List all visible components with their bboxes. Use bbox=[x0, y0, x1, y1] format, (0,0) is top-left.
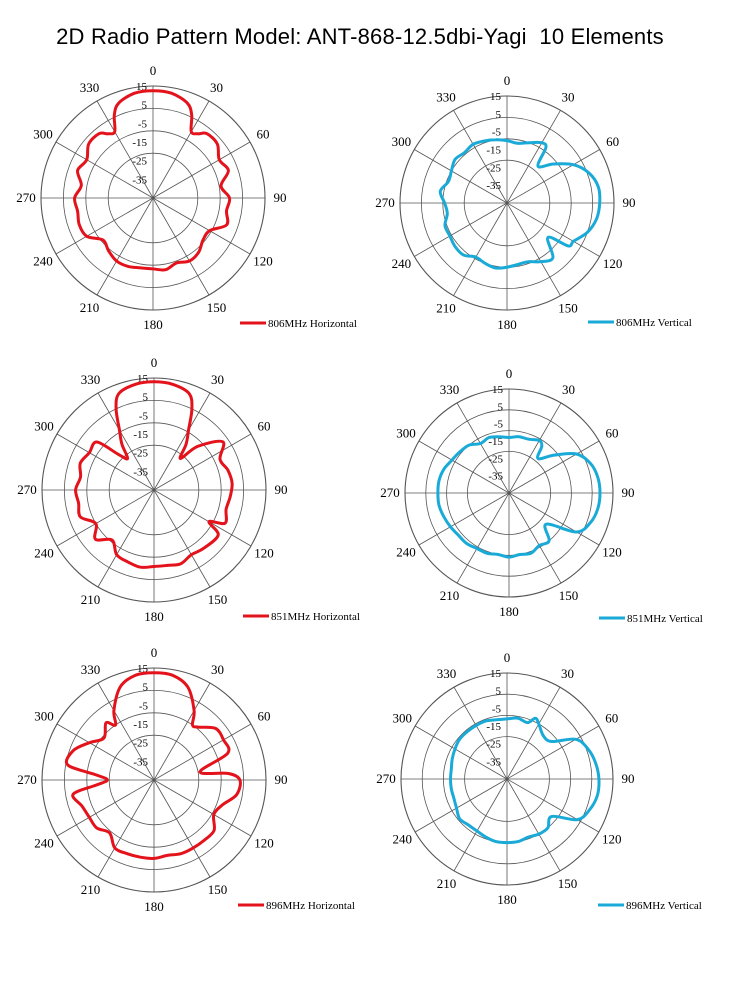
angle-tick-label: 60 bbox=[605, 710, 619, 726]
angle-tick-label: 0 bbox=[150, 355, 158, 370]
radial-tick-label: -35 bbox=[133, 466, 148, 479]
grid-spoke bbox=[153, 101, 209, 198]
grid-spoke bbox=[507, 203, 600, 257]
angle-tick-label: 90 bbox=[622, 195, 636, 210]
grid-spoke bbox=[509, 441, 599, 493]
radial-tick-label: 5 bbox=[497, 401, 503, 414]
radial-tick-label: -35 bbox=[132, 174, 147, 187]
radial-tick-label: -5 bbox=[138, 410, 148, 423]
pattern-series-line bbox=[66, 673, 240, 859]
angle-tick-label: 90 bbox=[274, 482, 288, 497]
radial-tick-label: 5 bbox=[495, 685, 501, 698]
angle-tick-label: 0 bbox=[503, 650, 511, 665]
grid-spoke bbox=[154, 683, 210, 780]
legend-label: 851MHz Horizontal bbox=[271, 611, 360, 623]
grid-spoke bbox=[57, 490, 154, 546]
angle-tick-label: 60 bbox=[606, 134, 620, 149]
grid-spoke bbox=[507, 726, 599, 779]
radial-tick-label: -15 bbox=[132, 137, 147, 149]
grid-spoke bbox=[507, 779, 560, 871]
radial-tick-label: -5 bbox=[138, 700, 148, 713]
angle-tick-label: 240 bbox=[34, 835, 54, 851]
grid-spoke bbox=[415, 726, 507, 779]
grid-spoke bbox=[57, 780, 154, 836]
angle-tick-label: 30 bbox=[561, 89, 575, 105]
angle-tick-label: 270 bbox=[380, 485, 400, 500]
angle-tick-label: 60 bbox=[605, 425, 619, 441]
grid-spoke bbox=[154, 780, 251, 836]
angle-tick-label: 120 bbox=[602, 256, 623, 271]
angle-tick-label: 30 bbox=[562, 381, 575, 397]
polar-chart-5 bbox=[17, 645, 355, 914]
grid-spoke bbox=[507, 110, 561, 203]
grid-spoke bbox=[154, 780, 210, 877]
angle-tick-label: 210 bbox=[436, 875, 457, 891]
radial-tick-label: 5 bbox=[142, 391, 148, 404]
grid-spoke bbox=[154, 434, 251, 490]
angle-tick-label: 180 bbox=[499, 604, 519, 619]
angle-tick-label: 30 bbox=[561, 666, 574, 682]
radial-tick-label: -35 bbox=[486, 180, 501, 193]
angle-tick-label: 120 bbox=[253, 253, 273, 269]
angle-tick-label: 300 bbox=[391, 134, 412, 149]
angle-tick-label: 0 bbox=[149, 63, 157, 78]
angle-tick-label: 30 bbox=[210, 80, 223, 96]
legend-label: 806MHz Horizontal bbox=[268, 318, 357, 330]
angle-tick-label: 240 bbox=[34, 545, 54, 561]
angle-tick-label: 330 bbox=[80, 662, 101, 678]
angle-tick-label: 120 bbox=[254, 835, 274, 851]
angle-tick-label: 330 bbox=[80, 372, 101, 388]
grid-spoke bbox=[154, 393, 210, 490]
angle-tick-label: 330 bbox=[436, 666, 457, 682]
polar-chart-2 bbox=[375, 73, 692, 332]
radial-tick-label: -25 bbox=[132, 155, 147, 168]
radial-tick-label: -25 bbox=[488, 453, 503, 466]
grid-spoke bbox=[153, 142, 250, 198]
grid-spoke bbox=[414, 150, 507, 204]
radial-tick-label: 5 bbox=[142, 681, 148, 694]
legend-label: 896MHz Horizontal bbox=[266, 900, 355, 912]
radial-tick-label: 15 bbox=[137, 663, 148, 675]
legend-label: 896MHz Vertical bbox=[626, 900, 702, 912]
radial-tick-label: -15 bbox=[133, 429, 148, 441]
angle-tick-label: 150 bbox=[558, 588, 579, 604]
angle-tick-label: 90 bbox=[273, 190, 287, 205]
angle-tick-label: 300 bbox=[34, 708, 54, 724]
radial-tick-label: 5 bbox=[495, 108, 501, 121]
angle-tick-label: 90 bbox=[621, 485, 635, 500]
angle-tick-label: 330 bbox=[439, 381, 460, 397]
angle-tick-label: 300 bbox=[33, 126, 53, 142]
angle-tick-label: 150 bbox=[207, 591, 228, 607]
polar-chart-6 bbox=[376, 650, 702, 912]
grid-spoke bbox=[419, 493, 509, 545]
angle-tick-label: 300 bbox=[396, 425, 416, 441]
angle-tick-label: 60 bbox=[257, 708, 271, 724]
angle-tick-label: 210 bbox=[436, 300, 456, 316]
grid-spoke bbox=[154, 490, 251, 546]
radial-tick-label: -5 bbox=[491, 703, 501, 716]
angle-tick-label: 60 bbox=[257, 418, 271, 434]
angle-tick-label: 90 bbox=[274, 772, 288, 787]
angle-tick-label: 120 bbox=[602, 544, 622, 560]
radial-tick-label: 15 bbox=[136, 81, 147, 93]
angle-tick-label: 240 bbox=[391, 256, 412, 271]
grid-spoke bbox=[56, 198, 153, 254]
grid-spoke bbox=[454, 779, 507, 871]
grid-spoke bbox=[509, 493, 561, 583]
angle-tick-label: 150 bbox=[557, 875, 578, 891]
angle-tick-label: 180 bbox=[143, 317, 163, 332]
angle-tick-label: 210 bbox=[439, 588, 460, 604]
polar-chart-1 bbox=[16, 63, 357, 332]
angle-tick-label: 180 bbox=[497, 892, 517, 907]
angle-tick-label: 120 bbox=[254, 545, 274, 561]
grid-spoke bbox=[154, 490, 210, 587]
angle-tick-label: 270 bbox=[16, 190, 36, 205]
angle-tick-label: 30 bbox=[211, 662, 224, 678]
angle-tick-label: 240 bbox=[392, 831, 412, 847]
radial-tick-label: 5 bbox=[141, 99, 147, 112]
polar-chart-3 bbox=[17, 355, 360, 624]
angle-tick-label: 150 bbox=[207, 881, 228, 897]
radial-tick-label: 15 bbox=[137, 373, 148, 385]
grid-spoke bbox=[415, 779, 507, 832]
grid-spoke bbox=[457, 493, 509, 583]
legend-label: 851MHz Vertical bbox=[627, 613, 703, 625]
grid-spoke bbox=[414, 203, 507, 257]
radial-tick-label: -5 bbox=[493, 418, 503, 431]
radial-tick-label: 15 bbox=[492, 384, 503, 396]
angle-tick-label: 210 bbox=[80, 591, 101, 607]
angle-tick-label: 270 bbox=[375, 195, 395, 210]
grid-spoke bbox=[454, 203, 508, 296]
angle-tick-label: 180 bbox=[144, 609, 164, 624]
angle-tick-label: 120 bbox=[602, 831, 622, 847]
radial-tick-label: -25 bbox=[133, 447, 148, 460]
grid-spoke bbox=[98, 780, 154, 877]
legend-label: 806MHz Vertical bbox=[616, 317, 692, 329]
radial-tick-label: -15 bbox=[488, 436, 503, 448]
pattern-series-line bbox=[438, 437, 600, 557]
angle-tick-label: 180 bbox=[497, 317, 517, 332]
angle-tick-label: 150 bbox=[206, 299, 227, 315]
angle-tick-label: 300 bbox=[392, 710, 412, 726]
angle-tick-label: 210 bbox=[79, 299, 100, 315]
angle-tick-label: 330 bbox=[79, 80, 100, 96]
radial-tick-label: -35 bbox=[488, 470, 503, 483]
radial-tick-label: -35 bbox=[133, 756, 148, 769]
angle-tick-label: 0 bbox=[505, 366, 513, 381]
grid-spoke bbox=[154, 724, 251, 780]
radial-tick-label: -15 bbox=[486, 144, 501, 157]
radial-tick-label: -15 bbox=[133, 719, 148, 731]
angle-tick-label: 240 bbox=[396, 544, 416, 560]
grid-spoke bbox=[56, 142, 153, 198]
radial-tick-label: -15 bbox=[486, 721, 501, 733]
radial-tick-label: -5 bbox=[491, 126, 501, 139]
radial-tick-label: -25 bbox=[133, 737, 148, 750]
polar-chart-4 bbox=[380, 366, 703, 625]
angle-tick-label: 240 bbox=[33, 253, 53, 269]
angle-tick-label: 270 bbox=[17, 482, 37, 497]
grid-spoke bbox=[507, 150, 600, 204]
radial-tick-label: -5 bbox=[137, 118, 147, 131]
angle-tick-label: 150 bbox=[558, 300, 578, 316]
grid-spoke bbox=[57, 434, 154, 490]
angle-tick-label: 330 bbox=[436, 89, 456, 105]
angle-tick-label: 60 bbox=[256, 126, 270, 142]
grid-spoke bbox=[507, 687, 560, 779]
angle-tick-label: 270 bbox=[376, 771, 396, 786]
angle-tick-label: 180 bbox=[144, 899, 164, 914]
angle-tick-label: 300 bbox=[34, 418, 54, 434]
radial-tick-label: -25 bbox=[486, 162, 501, 175]
radial-tick-label: -25 bbox=[486, 738, 501, 751]
angle-tick-label: 0 bbox=[150, 645, 158, 660]
angle-tick-label: 210 bbox=[80, 881, 101, 897]
radial-tick-label: 15 bbox=[490, 91, 501, 103]
grid-spoke bbox=[507, 779, 599, 832]
radial-tick-label: 15 bbox=[490, 668, 501, 680]
radial-tick-label: -35 bbox=[486, 756, 501, 769]
angle-tick-label: 90 bbox=[621, 771, 635, 786]
angle-tick-label: 30 bbox=[211, 372, 224, 388]
grid-spoke bbox=[509, 493, 599, 545]
angle-tick-label: 0 bbox=[503, 73, 511, 88]
pattern-series-line bbox=[451, 718, 600, 843]
page-title: 2D Radio Pattern Model: ANT-868-12.5dbi-Yagi 10 Elements bbox=[56, 24, 664, 49]
grid-spoke bbox=[509, 403, 561, 493]
angle-tick-label: 270 bbox=[17, 772, 37, 787]
